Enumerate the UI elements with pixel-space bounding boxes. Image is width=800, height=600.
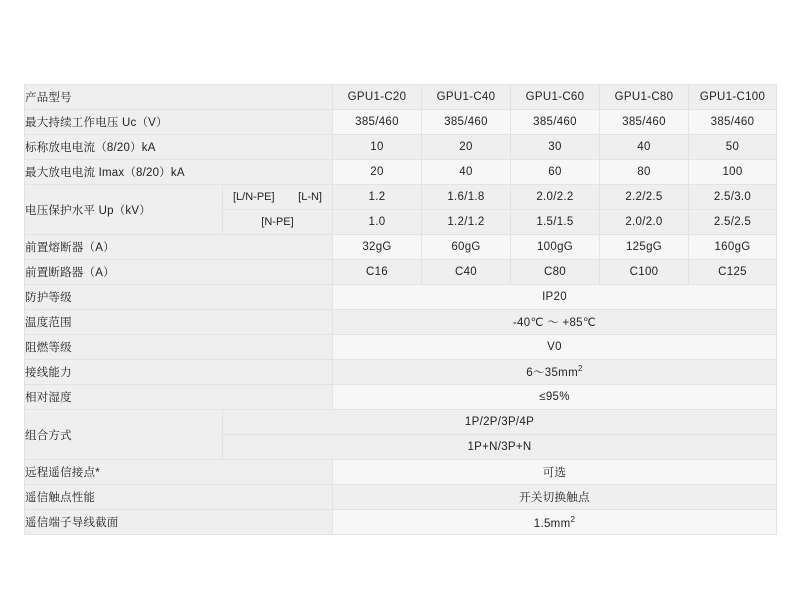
row-value: 385/460 (600, 110, 689, 135)
table-row (25, 135, 777, 160)
up-group-label: 电压保护水平 Up（kV） (25, 185, 223, 235)
row-value: 1.2 (333, 185, 422, 210)
header-model-5: GPU1-C100 (689, 85, 777, 110)
row-label: 标称放电电流（8/20）kA (25, 135, 333, 160)
row-value: 10 (333, 135, 422, 160)
header-model-1: GPU1-C20 (333, 85, 422, 110)
row-value: 100gG (511, 235, 600, 260)
row-value: 1.0 (333, 210, 422, 235)
table-row (25, 460, 777, 485)
row-value: 385/460 (333, 110, 422, 135)
row-label: 遥信端子导线截面 (25, 510, 333, 535)
header-model-3: GPU1-C60 (511, 85, 600, 110)
row-label: 相对湿度 (25, 385, 333, 410)
row-value: C80 (511, 260, 600, 285)
row-value: 80 (600, 160, 689, 185)
row-label: 防护等级 (25, 285, 333, 310)
table-row (25, 160, 777, 185)
terminal-sup: 2 (570, 514, 576, 524)
row-label: 远程遥信接点* (25, 460, 333, 485)
row-value: C16 (333, 260, 422, 285)
row-value: 385/460 (511, 110, 600, 135)
row-value: C125 (689, 260, 777, 285)
row-value: 可选 (333, 460, 777, 485)
row-value: 32gG (333, 235, 422, 260)
up-subrow-label-1 (223, 185, 333, 210)
row-label: 温度范围 (25, 310, 333, 335)
table-row-up-1 (25, 185, 777, 210)
row-value: 385/460 (689, 110, 777, 135)
row-value: V0 (333, 335, 777, 360)
wiring-sup: 2 (577, 364, 583, 374)
row-value: 20 (333, 160, 422, 185)
table-row (25, 385, 777, 410)
row-value: 2.0/2.0 (600, 210, 689, 235)
row-value: 2.0/2.2 (511, 185, 600, 210)
row-label: 接线能力 (25, 360, 333, 385)
row-label: 前置断路器（A） (25, 260, 333, 285)
table-row (25, 260, 777, 285)
row-label: 遥信触点性能 (25, 485, 333, 510)
row-value: 2.5/3.0 (689, 185, 777, 210)
row-value: ≤95% (333, 385, 777, 410)
row-value: -40℃ ～ +85℃ (333, 310, 777, 335)
table-header-row (25, 85, 777, 110)
row-value: 125gG (600, 235, 689, 260)
row-value: 40 (422, 160, 511, 185)
table-row-combo-1 (25, 410, 777, 435)
wiring-value: 6～35mm (526, 367, 578, 379)
row-value-wiring (333, 360, 777, 385)
header-model-4: GPU1-C80 (600, 85, 689, 110)
row-label: 阻燃等级 (25, 335, 333, 360)
up-subrow-left-1: [L/N-PE] (233, 191, 275, 203)
row-label: 最大持续工作电压 Uc（V） (25, 110, 333, 135)
row-value: 30 (511, 135, 600, 160)
combo-value-2: 1P+N/3P+N (223, 435, 777, 460)
row-value: 开关切换触点 (333, 485, 777, 510)
row-value: 20 (422, 135, 511, 160)
row-value: 50 (689, 135, 777, 160)
row-value: 2.2/2.5 (600, 185, 689, 210)
up-subrow-right-1: [L-N] (298, 191, 322, 203)
terminal-value: 1.5mm (533, 517, 571, 530)
table-row (25, 510, 777, 535)
row-value: 385/460 (422, 110, 511, 135)
row-value: 1.5/1.5 (511, 210, 600, 235)
table-row (25, 360, 777, 385)
header-model-2: GPU1-C40 (422, 85, 511, 110)
table-row (25, 335, 777, 360)
row-label: 前置熔断器（A） (25, 235, 333, 260)
combo-label: 组合方式 (25, 410, 223, 460)
header-label: 产品型号 (25, 85, 333, 110)
combo-value-1: 1P/2P/3P/4P (223, 410, 777, 435)
table-row (25, 235, 777, 260)
row-value: C100 (600, 260, 689, 285)
row-value: 100 (689, 160, 777, 185)
table-row (25, 110, 777, 135)
specification-table (24, 84, 777, 535)
row-value: 60gG (422, 235, 511, 260)
row-value: 160gG (689, 235, 777, 260)
table-row (25, 485, 777, 510)
row-value: C40 (422, 260, 511, 285)
row-value: 1.2/1.2 (422, 210, 511, 235)
row-value: 1.6/1.8 (422, 185, 511, 210)
row-value: 60 (511, 160, 600, 185)
row-value: 2.5/2.5 (689, 210, 777, 235)
row-value: 40 (600, 135, 689, 160)
row-label: 最大放电电流 Imax（8/20）kA (25, 160, 333, 185)
table-row (25, 285, 777, 310)
row-value: IP20 (333, 285, 777, 310)
table-row (25, 310, 777, 335)
row-value-terminal (333, 510, 777, 535)
up-subrow-label-2: [N-PE] (223, 210, 333, 235)
